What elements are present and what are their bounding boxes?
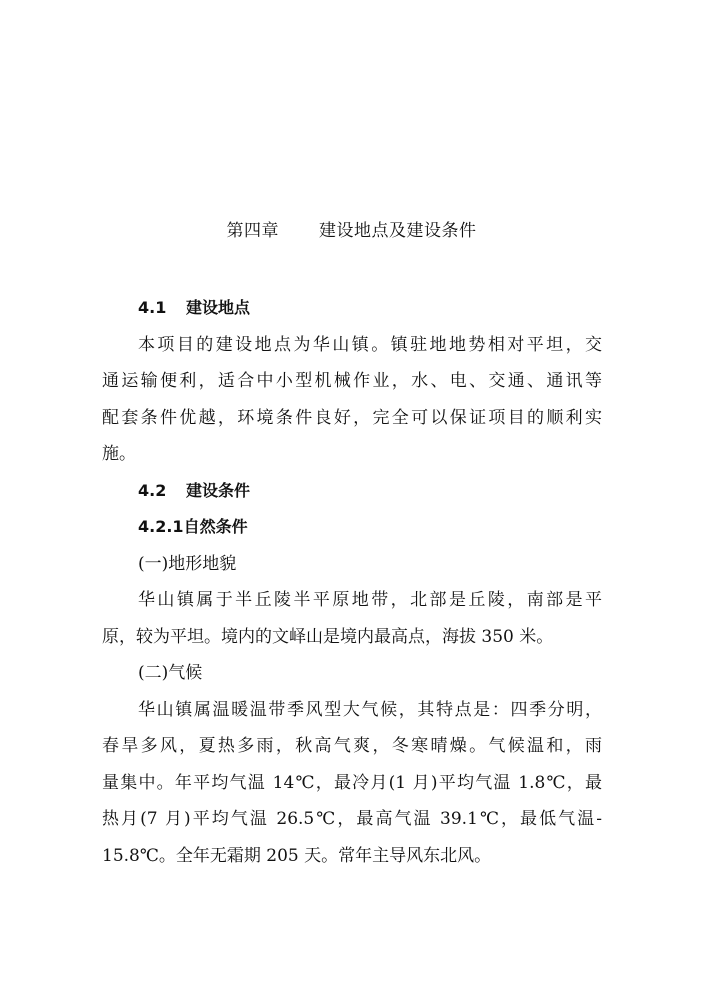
section-number: 4.2.1 [138, 517, 184, 536]
section-heading-4-2 [102, 473, 602, 510]
paragraph-line: 量集中。年平均气温 14℃，最冷月(1 月)平均气温 1.8℃，最 [102, 772, 602, 793]
chapter-heading: 建设地点及建设条件 [319, 221, 477, 241]
section-number: 4.2 [138, 480, 167, 500]
subsection-heading-climate: (二)气候 [138, 663, 203, 683]
paragraph-line: 热月(7 月)平均气温 26.5℃，最高气温 39.1℃，最低气温- [102, 809, 602, 829]
section-number: 4.1 [138, 298, 167, 317]
subsection-heading-terrain: (一)地形地貌 [138, 553, 237, 574]
paragraph-line: 华山镇属温暖温带季风型大气候，其特点是：四季分明， [138, 699, 602, 720]
paragraph-line: 15.8℃。全年无霜期 205 天。常年主导风东北风。 [102, 845, 492, 866]
chapter-title [0, 216, 703, 241]
paragraph-line: 原，较为平坦。境内的文峄山是境内最高点，海拔 350 米。 [102, 626, 554, 647]
section-heading-4-2-1 [102, 509, 602, 546]
section-title: 建设地点 [186, 298, 251, 317]
paragraph-line: 华山镇属于半丘陵半平原地带，北部是丘陵，南部是平 [138, 590, 602, 610]
paragraph-line: 配套条件优越，环境条件良好，完全可以保证项目的顺利实 [102, 407, 602, 428]
paragraph-line: 施。 [102, 444, 136, 464]
paragraph-line: 通运输便利，适合中小型机械作业，水、电、交通、通讯等 [102, 371, 602, 391]
document-body [102, 290, 602, 874]
section-title: 自然条件 [183, 517, 248, 536]
section-heading-4-1 [102, 290, 602, 327]
paragraph-line: 春旱多风，夏热多雨，秋高气爽，冬寒晴燥。气候温和，雨 [102, 736, 602, 756]
section-title: 建设条件 [186, 480, 251, 500]
paragraph-line: 本项目的建设地点为华山镇。镇驻地地势相对平坦，交 [138, 334, 602, 355]
chapter-number: 第四章 [226, 221, 279, 241]
